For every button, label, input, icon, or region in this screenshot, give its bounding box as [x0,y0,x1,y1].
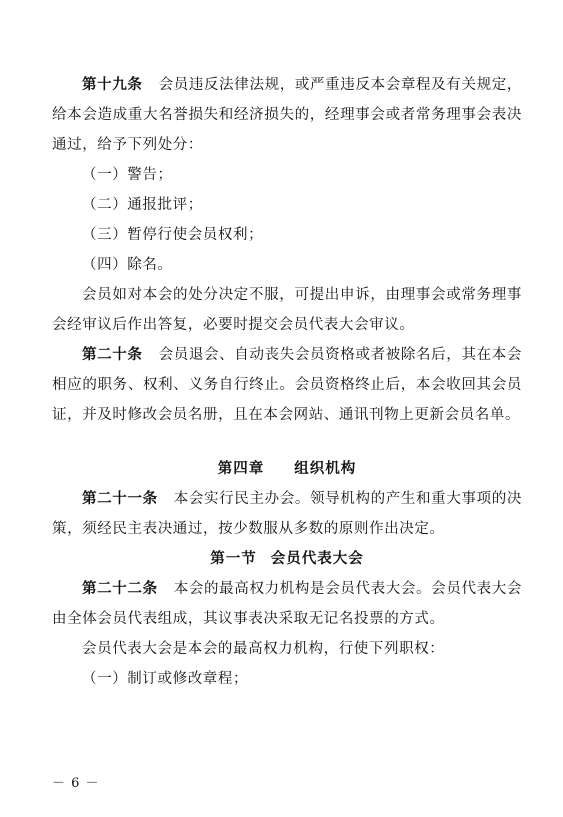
penalty-item-3: （三）暂停行使会员权利； [82,227,264,243]
article-19-text: 会员违反法律法规，或严重违反本会章程及有关规定，给本会造成重大名誉损失和经济损失的，经理事会或者常务理事会表决通过，给予下列处分： [52,77,522,153]
page-number: － 6 － [52,776,100,791]
article-19 [52,70,522,160]
chapter-number: 第四章 [217,461,265,477]
appeal-paragraph: 会员如对本会的处分决定不服，可提出申诉，由理事会或常务理事会经审议后作出答复，必要时提交会员代表大会审议。 [52,287,522,333]
section-heading [52,544,522,574]
section-number: 第一节 [210,551,257,567]
penalty-item-2: （二）通报批评； [82,197,203,213]
section-title: 会员代表大会 [270,551,364,567]
article-22 [52,574,522,634]
penalty-item-1: （一）警告； [82,167,173,183]
article-20-text: 会员退会、自动丧失会员资格或者被除名后，其在本会相应的职务、权利、义务自行终止。会员资格终止后，本会收回其会员证，并及时修改会员名册，且在本会网站、通讯刊物上更新会员名单。 [52,347,522,423]
article-22-text: 本会的最高权力机构是会员代表大会。会员代表大会由全体会员代表组成，其议事表决采取无记名投票的方式。 [52,581,522,627]
article-20 [52,340,522,430]
article-22-label: 第二十二条 [82,581,158,597]
article-21-text: 本会实行民主办会。领导机构的产生和重大事项的决策，须经民主表决通过，按少数服从多数的原则作出决定。 [52,491,522,537]
article-19-label: 第十九条 [82,77,143,93]
article-20-label: 第二十条 [82,347,143,363]
chapter-heading [52,454,522,484]
chapter-title: 组织机构 [294,461,357,477]
powers-intro: 会员代表大会是本会的最高权力机构，行使下列职权： [82,641,445,657]
document-body [52,70,522,694]
power-item-1: （一）制订或修改章程； [82,671,249,687]
article-21 [52,484,522,544]
penalty-item-4: （四）除名。 [82,257,173,273]
article-21-label: 第二十一条 [82,491,158,507]
